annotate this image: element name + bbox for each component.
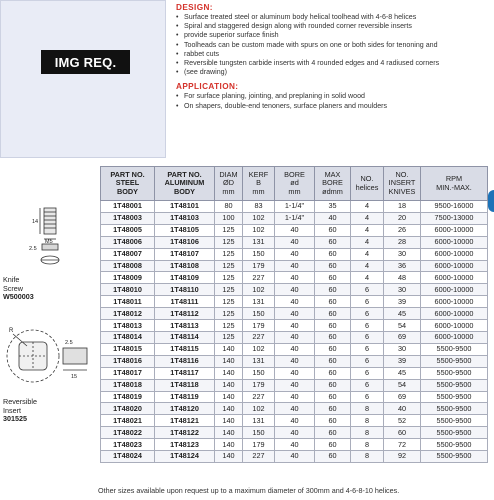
table-cell: 6	[351, 331, 384, 343]
part-number-cell: 1T48101	[155, 201, 215, 213]
table-cell: 40	[275, 236, 315, 248]
table-cell: 140	[215, 439, 243, 451]
table-cell: 102	[243, 284, 275, 296]
table-row	[101, 391, 488, 403]
column-header	[351, 167, 384, 201]
table-row	[101, 296, 488, 308]
table-cell: 40	[275, 415, 315, 427]
table-cell: 40	[275, 439, 315, 451]
part-number-cell: 1T48108	[155, 260, 215, 272]
table-cell: 1-1/4"	[275, 212, 315, 224]
part-number-cell: 1T48115	[155, 343, 215, 355]
column-header-line: mm	[252, 186, 265, 196]
table-cell: 125	[215, 224, 243, 236]
table-cell: 6000-10000	[421, 236, 488, 248]
table-cell: 40	[275, 331, 315, 343]
side-tab[interactable]	[488, 190, 494, 212]
table-cell: 80	[215, 201, 243, 213]
column-header	[215, 167, 243, 201]
part-number-cell: 1T48105	[155, 224, 215, 236]
application-title: APPLICATION:	[176, 82, 239, 92]
table-cell: 140	[215, 343, 243, 355]
table-cell: 6	[351, 284, 384, 296]
table-cell: 5500-9500	[421, 379, 488, 391]
table-cell: 30	[384, 343, 421, 355]
table-row	[101, 320, 488, 332]
table-cell: 1-1/4"	[275, 201, 315, 213]
part-number-cell: 1T48107	[155, 248, 215, 260]
table-cell: 5500-9500	[421, 451, 488, 463]
table-row	[101, 415, 488, 427]
table-cell: 6	[351, 308, 384, 320]
table-cell: 60	[315, 355, 351, 367]
table-cell: 40	[275, 343, 315, 355]
table-cell: 60	[315, 403, 351, 415]
part-number-cell: 1T48117	[155, 367, 215, 379]
table-cell: 102	[243, 403, 275, 415]
table-cell: 140	[215, 391, 243, 403]
table-cell: 40	[275, 379, 315, 391]
reversible-insert-drawing	[3, 312, 93, 394]
column-header	[243, 167, 275, 201]
application-bullet: • For surface planing, jointing, and preplaning in solid wood	[176, 92, 488, 101]
table-cell: 40	[315, 212, 351, 224]
table-cell: 131	[243, 355, 275, 367]
table-row	[101, 248, 488, 260]
table-cell: 6	[351, 367, 384, 379]
table-cell: 60	[315, 296, 351, 308]
part-number-cell: 1T48021	[101, 415, 155, 427]
table-cell: 40	[275, 284, 315, 296]
table-cell: 4	[351, 248, 384, 260]
table-row	[101, 308, 488, 320]
part-number-cell: 1T48016	[101, 355, 155, 367]
column-header-line: ød	[290, 178, 299, 188]
table-cell: 40	[275, 427, 315, 439]
part-number-cell: 1T48110	[155, 284, 215, 296]
table-cell: 125	[215, 296, 243, 308]
table-cell: 6	[351, 379, 384, 391]
table-cell: 40	[384, 403, 421, 415]
table-cell: 60	[315, 284, 351, 296]
table-cell: 179	[243, 260, 275, 272]
column-header-line: BODY	[116, 186, 139, 196]
table-cell: 140	[215, 403, 243, 415]
table-cell: 4	[351, 224, 384, 236]
table-cell: 6000-10000	[421, 260, 488, 272]
table-cell: 125	[215, 248, 243, 260]
knife-screw-name: Knife	[3, 275, 20, 284]
table-cell: 125	[215, 320, 243, 332]
table-cell: 6	[351, 343, 384, 355]
table-cell: 39	[384, 355, 421, 367]
table-cell: 60	[315, 415, 351, 427]
table-cell: 227	[243, 451, 275, 463]
table-cell: 60	[315, 248, 351, 260]
table-cell: 102	[243, 343, 275, 355]
screw-dim-thread: M5	[45, 239, 53, 245]
table-cell: 131	[243, 296, 275, 308]
part-number-cell: 1T48007	[101, 248, 155, 260]
table-cell: 60	[315, 320, 351, 332]
column-header	[421, 167, 488, 201]
column-header-line: INSERT	[388, 178, 416, 188]
table-cell: 131	[243, 415, 275, 427]
table-cell: 69	[384, 391, 421, 403]
image-required-label: IMG REQ.	[41, 50, 130, 74]
design-bullet: • Toolheads can be custom made with spurs on one or both sides for tenoning and	[176, 41, 488, 50]
design-bullet: • Surface treated steel or aluminum body helical toolhead with 4-6-8 helices	[176, 13, 488, 22]
column-header-line: ØD	[223, 178, 234, 188]
design-bullet: • Reversible tungsten carbide inserts with 4 rounded edges and 4 radiused corners	[176, 59, 488, 68]
table-cell: 40	[275, 355, 315, 367]
table-row	[101, 260, 488, 272]
table-row	[101, 427, 488, 439]
design-bullet-cont: • provide superior surface finish	[176, 31, 488, 40]
part-number-cell: 1T48109	[155, 272, 215, 284]
part-number-cell: 1T48017	[101, 367, 155, 379]
column-header-line: KERF	[248, 169, 269, 179]
part-number-cell: 1T48116	[155, 355, 215, 367]
part-number-cell: 1T48111	[155, 296, 215, 308]
table-cell: 4	[351, 272, 384, 284]
knife-screw-name-2: Screw	[3, 283, 23, 293]
part-number-cell: 1T48122	[155, 427, 215, 439]
part-number-cell: 1T48010	[101, 284, 155, 296]
product-image-placeholder	[0, 0, 166, 158]
table-cell: 60	[315, 272, 351, 284]
column-header-line: BODY	[173, 186, 196, 196]
column-header	[315, 167, 351, 201]
table-cell: 35	[315, 201, 351, 213]
table-cell: 60	[384, 427, 421, 439]
table-row	[101, 403, 488, 415]
table-cell: 5500-9500	[421, 367, 488, 379]
table-cell: 60	[315, 224, 351, 236]
table-cell: 40	[275, 272, 315, 284]
part-number-cell: 1T48019	[101, 391, 155, 403]
table-cell: 125	[215, 260, 243, 272]
table-row	[101, 439, 488, 451]
table-cell: 60	[315, 379, 351, 391]
table-cell: 48	[384, 272, 421, 284]
table-cell: 6000-10000	[421, 308, 488, 320]
table-cell: 60	[315, 451, 351, 463]
design-bullet-cont: • rabbet cuts	[176, 50, 488, 59]
column-header	[101, 167, 155, 201]
table-cell: 227	[243, 272, 275, 284]
table-cell: 5500-9500	[421, 343, 488, 355]
column-header-line: STEEL	[115, 178, 140, 188]
column-header-line: PART NO.	[167, 169, 202, 179]
table-cell: 6000-10000	[421, 248, 488, 260]
table-cell: 6000-10000	[421, 320, 488, 332]
table-cell: 45	[384, 367, 421, 379]
column-header-line: MAX	[324, 169, 341, 179]
table-cell: 131	[243, 236, 275, 248]
table-row	[101, 272, 488, 284]
column-header-line: mm	[222, 186, 235, 196]
table-cell: 30	[384, 284, 421, 296]
table-cell: 150	[243, 308, 275, 320]
part-number-cell: 1T48014	[101, 331, 155, 343]
part-number-cell: 1T48003	[101, 212, 155, 224]
table-cell: 150	[243, 248, 275, 260]
table-cell: 125	[215, 284, 243, 296]
part-number-cell: 1T48124	[155, 451, 215, 463]
part-number-cell: 1T48106	[155, 236, 215, 248]
product-description	[176, 3, 488, 111]
table-cell: 40	[275, 320, 315, 332]
part-number-cell: 1T48012	[101, 308, 155, 320]
table-cell: 60	[315, 439, 351, 451]
table-cell: 8	[351, 403, 384, 415]
table-cell: 140	[215, 355, 243, 367]
table-cell: 179	[243, 320, 275, 332]
table-cell: 40	[275, 391, 315, 403]
design-title: DESIGN:	[176, 3, 213, 12]
table-cell: 9500-16000	[421, 201, 488, 213]
table-cell: 54	[384, 379, 421, 391]
table-cell: 40	[275, 308, 315, 320]
insert-dim-width: 15	[71, 374, 78, 380]
table-row	[101, 343, 488, 355]
table-cell: 100	[215, 212, 243, 224]
table-row	[101, 379, 488, 391]
column-header-line: ALUMINUM	[164, 178, 205, 188]
column-header-line: DIAM	[219, 169, 238, 179]
table-cell: 40	[275, 367, 315, 379]
insert-name-2: Insert	[3, 405, 21, 415]
table-cell: 4	[351, 212, 384, 224]
table-cell: 52	[384, 415, 421, 427]
column-header-line: NO.	[360, 174, 374, 184]
column-header-line: PART NO.	[110, 169, 145, 179]
table-cell: 60	[315, 427, 351, 439]
insert-caption	[3, 398, 37, 424]
part-number-cell: 1T48008	[101, 260, 155, 272]
column-header-line: KNIVES	[388, 186, 416, 196]
design-bullets	[176, 13, 488, 77]
part-number-cell: 1T48123	[155, 439, 215, 451]
table-cell: 102	[243, 224, 275, 236]
table-cell: 5500-9500	[421, 403, 488, 415]
table-cell: 125	[215, 331, 243, 343]
column-header-line: mm	[288, 186, 301, 196]
table-cell: 6000-10000	[421, 284, 488, 296]
table-cell: 40	[275, 260, 315, 272]
table-cell: 60	[315, 391, 351, 403]
table-row	[101, 367, 488, 379]
table-cell: 140	[215, 427, 243, 439]
table-cell: 6	[351, 320, 384, 332]
column-header-line: helices	[355, 182, 379, 192]
table-cell: 6	[351, 391, 384, 403]
table-cell: 5500-9500	[421, 439, 488, 451]
part-number-cell: 1T48118	[155, 379, 215, 391]
table-cell: 40	[275, 451, 315, 463]
table-cell: 5500-9500	[421, 355, 488, 367]
specification-table	[100, 166, 488, 463]
table-row	[101, 212, 488, 224]
table-cell: 36	[384, 260, 421, 272]
part-number-cell: 1T48023	[101, 439, 155, 451]
part-number-cell: 1T48121	[155, 415, 215, 427]
table-row	[101, 236, 488, 248]
column-header-line: BORE	[322, 178, 343, 188]
table-cell: 92	[384, 451, 421, 463]
table-cell: 6	[351, 355, 384, 367]
insert-code: 301525	[3, 414, 27, 423]
table-cell: 60	[315, 343, 351, 355]
insert-name: Reversible	[3, 397, 37, 406]
column-header-line: RPM	[445, 174, 463, 184]
part-number-cell: 1T48103	[155, 212, 215, 224]
part-number-cell: 1T48013	[101, 320, 155, 332]
application-bullet: • On shapers, double-end tenoners, surface planers and moulders	[176, 102, 488, 111]
column-header-line: MIN.-MAX.	[436, 182, 472, 192]
column-header-line: B	[256, 178, 261, 188]
part-number-cell: 1T48024	[101, 451, 155, 463]
design-bullet: • Spiral and staggered design along with rounded corner reversible inserts	[176, 22, 488, 31]
table-cell: 4	[351, 236, 384, 248]
table-row	[101, 201, 488, 213]
table-row	[101, 224, 488, 236]
part-number-cell: 1T48113	[155, 320, 215, 332]
table-cell: 40	[275, 248, 315, 260]
screw-dim-height: 14	[32, 219, 39, 225]
table-cell: 140	[215, 379, 243, 391]
column-header	[384, 167, 421, 201]
table-cell: 20	[384, 212, 421, 224]
table-cell: 26	[384, 224, 421, 236]
part-number-cell: 1T48018	[101, 379, 155, 391]
table-cell: 150	[243, 367, 275, 379]
table-row	[101, 451, 488, 463]
part-number-cell: 1T48001	[101, 201, 155, 213]
table-cell: 40	[275, 224, 315, 236]
column-header	[275, 167, 315, 201]
application-bullets	[176, 92, 488, 110]
table-cell: 8	[351, 439, 384, 451]
column-header-line: ødmm	[322, 186, 343, 196]
table-cell: 72	[384, 439, 421, 451]
table-cell: 54	[384, 320, 421, 332]
knife-screw-code: W500003	[3, 292, 34, 301]
part-number-cell: 1T48119	[155, 391, 215, 403]
footer-note: Other sizes available upon request up to a maximum diameter of 300mm and 4-6-8-10 helices.	[98, 486, 400, 495]
table-cell: 30	[384, 248, 421, 260]
insert-dim-radius: R	[9, 328, 14, 334]
table-cell: 8	[351, 451, 384, 463]
table-cell: 179	[243, 379, 275, 391]
table-cell: 6000-10000	[421, 331, 488, 343]
table-cell: 125	[215, 236, 243, 248]
table-cell: 60	[315, 308, 351, 320]
table-header-row	[101, 167, 488, 201]
table-cell: 227	[243, 331, 275, 343]
part-number-cell: 1T48120	[155, 403, 215, 415]
table-cell: 179	[243, 439, 275, 451]
part-number-cell: 1T48020	[101, 403, 155, 415]
table-cell: 40	[275, 296, 315, 308]
part-number-cell: 1T48005	[101, 224, 155, 236]
table-cell: 69	[384, 331, 421, 343]
table-row	[101, 331, 488, 343]
knife-screw-drawing	[18, 200, 82, 272]
table-cell: 102	[243, 212, 275, 224]
table-cell: 140	[215, 415, 243, 427]
table-cell: 125	[215, 308, 243, 320]
table-cell: 60	[315, 236, 351, 248]
table-cell: 45	[384, 308, 421, 320]
part-number-cell: 1T48009	[101, 272, 155, 284]
table-cell: 8	[351, 415, 384, 427]
table-cell: 140	[215, 451, 243, 463]
column-header	[155, 167, 215, 201]
table-cell: 60	[315, 260, 351, 272]
table-cell: 6000-10000	[421, 224, 488, 236]
part-number-cell: 1T48022	[101, 427, 155, 439]
part-number-cell: 1T48015	[101, 343, 155, 355]
part-number-cell: 1T48006	[101, 236, 155, 248]
table-cell: 60	[315, 367, 351, 379]
table-cell: 227	[243, 391, 275, 403]
table-cell: 5500-9500	[421, 427, 488, 439]
table-cell: 39	[384, 296, 421, 308]
table-body	[101, 201, 488, 463]
table-cell: 8	[351, 427, 384, 439]
design-bullet-cont: • (see drawing)	[176, 68, 488, 77]
part-number-cell: 1T48011	[101, 296, 155, 308]
table-cell: 40	[275, 403, 315, 415]
column-header-line: BORE	[284, 169, 305, 179]
table-cell: 83	[243, 201, 275, 213]
table-row	[101, 284, 488, 296]
table-cell: 5500-9500	[421, 391, 488, 403]
table-cell: 6	[351, 296, 384, 308]
table-cell: 6000-10000	[421, 272, 488, 284]
screw-dim-head: 2.5	[29, 246, 37, 252]
table-cell: 125	[215, 272, 243, 284]
table-cell: 6000-10000	[421, 296, 488, 308]
table-cell: 4	[351, 260, 384, 272]
insert-dim-height: 2.5	[65, 340, 73, 346]
table-cell: 18	[384, 201, 421, 213]
table-cell: 140	[215, 367, 243, 379]
table-cell: 28	[384, 236, 421, 248]
table-cell: 150	[243, 427, 275, 439]
part-number-cell: 1T48112	[155, 308, 215, 320]
table-cell: 7500-13000	[421, 212, 488, 224]
table-cell: 60	[315, 331, 351, 343]
knife-screw-caption	[3, 276, 34, 302]
table-cell: 4	[351, 201, 384, 213]
table-cell: 5500-9500	[421, 415, 488, 427]
table-row	[101, 355, 488, 367]
part-number-cell: 1T48114	[155, 331, 215, 343]
column-header-line: NO.	[395, 169, 409, 179]
